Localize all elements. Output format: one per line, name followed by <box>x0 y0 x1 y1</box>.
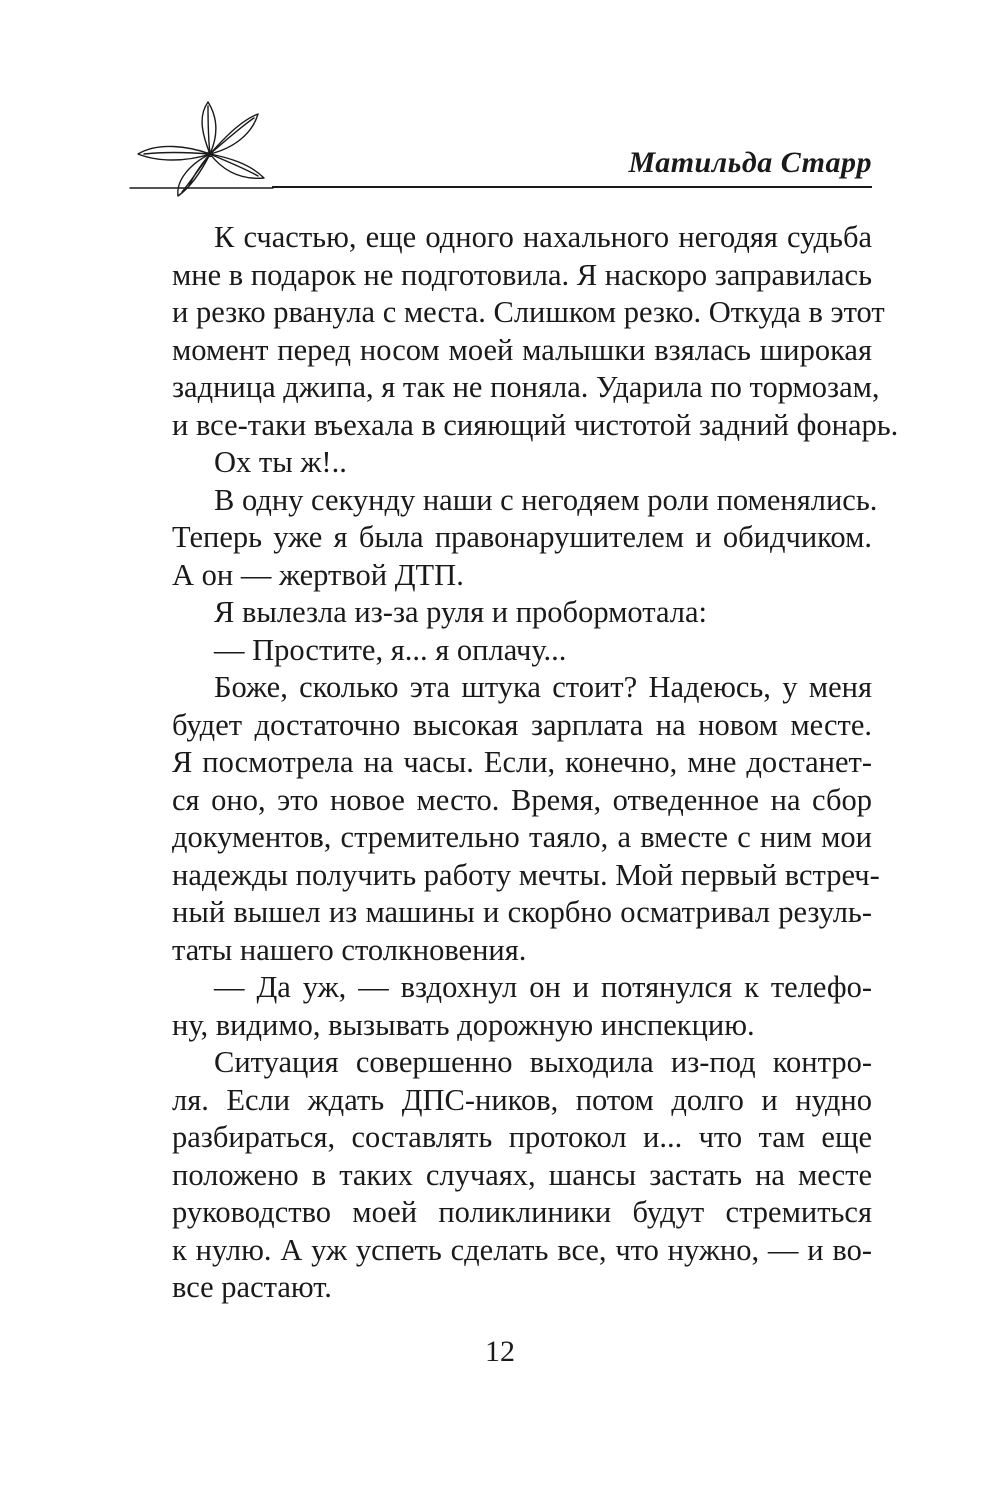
body-text <box>172 219 899 1307</box>
text-line: руководство моей поликлиники будут стремиться <box>172 1195 872 1229</box>
text-line: ну, видимо, вызывать дорожную инспекцию. <box>172 1007 755 1042</box>
text-line: к нулю. А уж успеть сделать все, что нужно, — и во- <box>172 1232 872 1267</box>
text-line: Ситуация совершенно выходила из-под контро- <box>214 1045 872 1079</box>
text-line: будет достаточно высокая зарплата на новом месте. <box>172 707 872 742</box>
text-line: Боже, сколько эта штука стоит? Надеюсь, у меня <box>214 670 872 704</box>
text-line: и все-таки въехала в сияющий чистотой задний фонарь. <box>172 407 899 442</box>
text-line: положено в таких случаях, шансы застать на месте <box>172 1157 872 1192</box>
text-line: А он — жертвой ДТП. <box>172 557 464 592</box>
text-line: задница джипа, я так не поняла. Ударила по тормозам, <box>172 370 880 404</box>
text-line: — Простите, я... я оплачу... <box>214 632 567 667</box>
text-line: ный вышел из машины и скорбно осматривал резуль- <box>172 895 872 929</box>
text-line: и резко рванула с места. Слишком резко. Откуда в этот <box>172 295 885 329</box>
running-head-author: Матильда Старр <box>628 146 872 179</box>
text-line: Ох ты ж!.. <box>214 445 347 479</box>
text-line: надежды получить работу мечты. Мой первый встреч- <box>172 857 880 892</box>
flower-ornament-icon <box>118 96 278 216</box>
text-line: Я посмотрела на часы. Если, конечно, мне достанет- <box>172 745 872 779</box>
page-number: 12 <box>485 1335 515 1368</box>
text-line: момент перед носом моей малышки взялась широкая <box>172 332 872 367</box>
text-line: разбираться, составлять протокол и... что там еще <box>172 1120 872 1154</box>
text-line: мне в подарок не подготовила. Я наскоро заправилась <box>172 257 872 292</box>
text-line: все растают. <box>172 1270 332 1304</box>
header-rule <box>272 186 872 188</box>
text-line: ля. Если ждать ДПС-ников, потом долго и нудно <box>172 1082 872 1117</box>
text-line: В одну секунду наши с негодяем роли поменялись. <box>214 482 878 517</box>
text-line: К счастью, еще одного нахального негодяя судьба <box>214 220 872 254</box>
text-line: Теперь уже я была правонарушителем и обидчиком. <box>172 520 872 554</box>
text-line: — Да уж, — вздохнул он и потянулся к телефо- <box>214 970 872 1004</box>
text-line: документов, стремительно таяло, а вместе с ним мои <box>172 820 872 854</box>
text-line: Я вылезла из-за руля и пробормотала: <box>214 595 708 629</box>
text-line: ся оно, это новое место. Время, отведенное на сбор <box>172 782 872 817</box>
text-line: таты нашего столкновения. <box>172 932 527 967</box>
